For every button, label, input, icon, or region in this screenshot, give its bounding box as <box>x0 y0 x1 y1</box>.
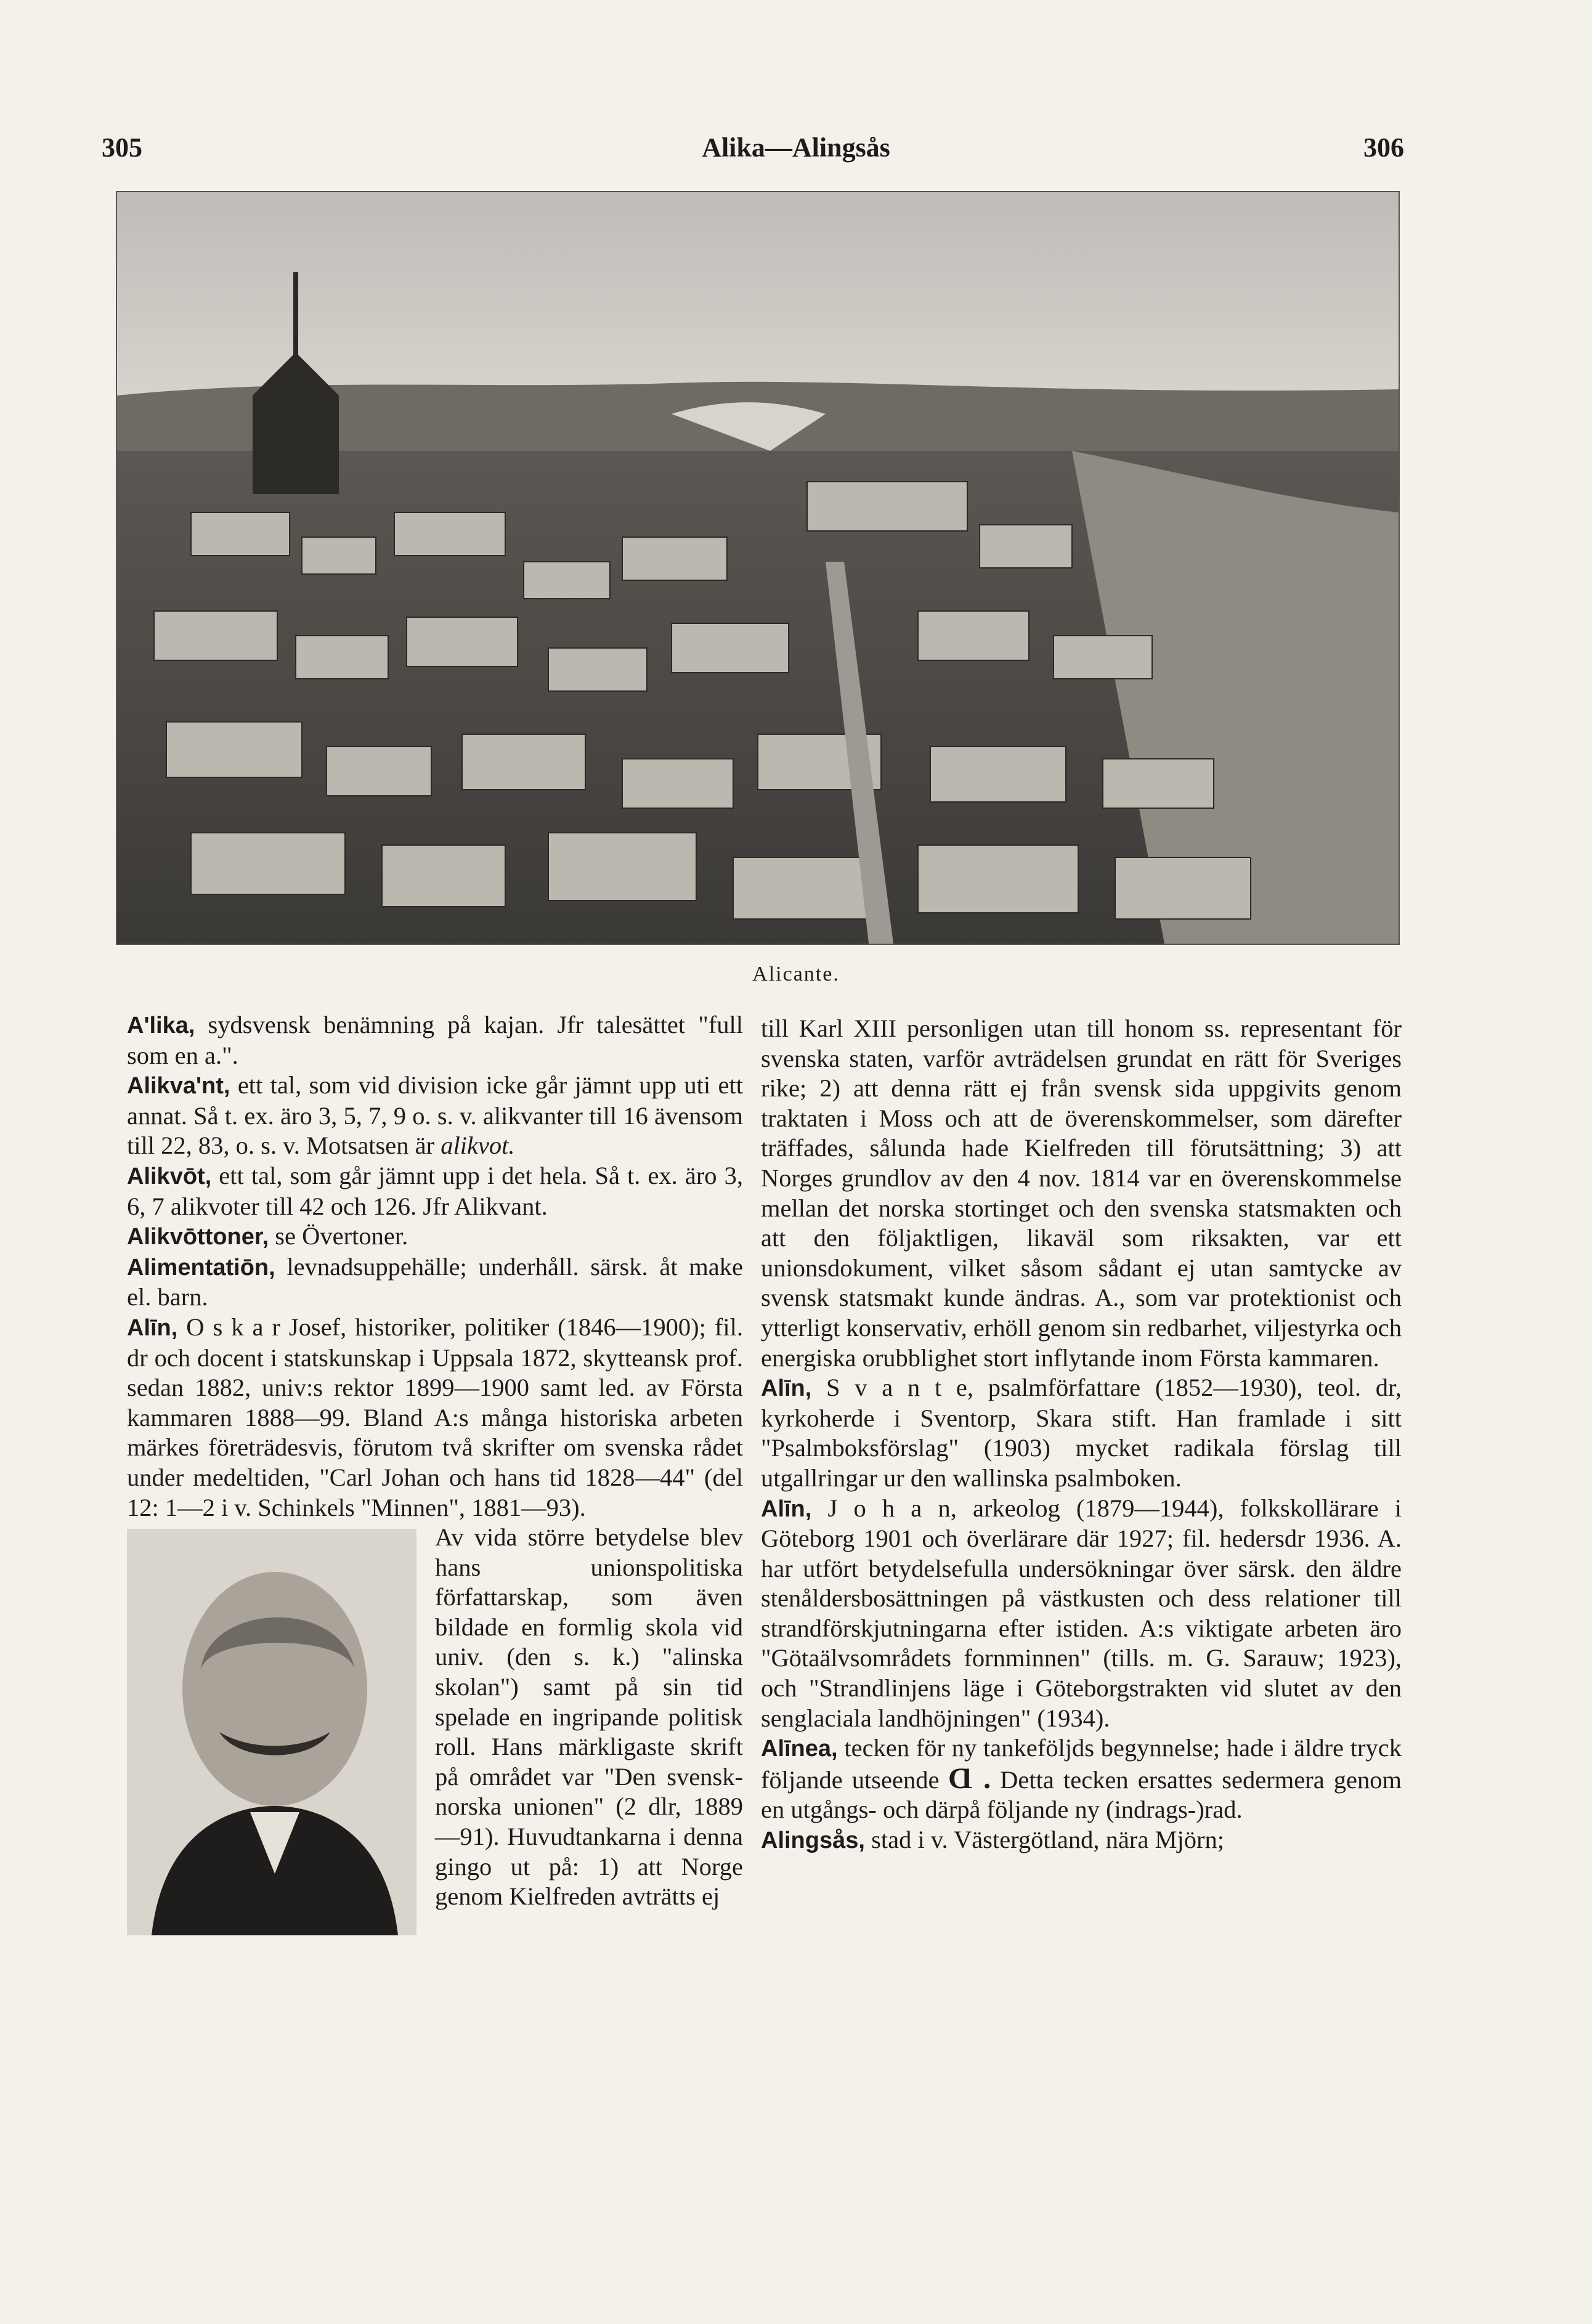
headword: A'lika, <box>127 1013 195 1039</box>
entry-alikvant <box>127 1071 743 1161</box>
entry-text: J o h a n, arkeolog (1879—1944), folkskollärare i Göteborg 1901 och överlärare där 1927; fil. hedersdr 1936. A. har utfört betydelsefulla undersökningar över särsk. den äldre stenåldersbosättningen på västkusten och dess relationer till strandförskjutningarna efter istiden. A:s viktigate arbeten äro "Götaälvsområdets fornminnen" (tills. m. G. Sarauw; 1923), och "Strandlinjens läge i Göteborgstrakten vid slutet av den senglaciala landhöjningen" (1934). <box>761 1494 1402 1732</box>
alicante-photo <box>116 191 1400 945</box>
entry-text: ett tal, som vid division icke går jämnt upp uti ett annat. Så t. ex. äro 3, 5, 7, 9 o. s. v. alikvanter till 16 ävensom till 22, 83, o. s. v. Motsatsen är <box>127 1071 743 1160</box>
entry-text: S v a n t e, psalmförfattare (1852—1930), teol. dr, kyrkoherde i Sventorp, Skara stift. Han framlade i sitt "Psalmboksförslag" (1903) mycket radikala förslag till utgallringar ur den wallinska psalmboken. <box>761 1374 1402 1492</box>
headword: Alikvōt, <box>127 1163 212 1189</box>
page-number-right: 306 <box>1363 132 1404 163</box>
entry-text: stad i v. Västergötland, nära Mjörn; <box>864 1826 1224 1854</box>
portrait-paragraph <box>127 1523 743 1912</box>
headword: Alikva'nt, <box>127 1073 230 1099</box>
running-head: Alika—Alingsås <box>702 132 890 163</box>
continued-alin-oskar: till Karl XIII personligen utan till honom ss. representant för svenska staten, varför avträdelsen grundat en rätt för Sveriges rike; 2) att denna rätt ej från svensk sida uppgivits genom traktaten i Moss och att de överenskommelser, som därefter träffades, sålunda hade Kielfreden till förutsättning; 3) att Norges grundlov av den 4 nov. 1814 var en överenskommelse mellan det norska stortinget och den svenska statsmakten och att den följaktligen, likaväl som riksakten, var ett unionsdokument, vilket såsom sådant ej utan samtycke av svensk statsmakt kunde ändras. A., som var protektionist och ytterligt konservativ, erhöll genom sin redbarhet, viljestyrka och energiska orubblighet stort inflytande inom Första kammaren. <box>761 1014 1402 1372</box>
entry-alikvottoner <box>127 1221 743 1252</box>
entry-text: sydsvensk benämning på kajan. Jfr talesättet "full som en a.". <box>127 1011 743 1069</box>
entry-alimentation <box>127 1252 743 1313</box>
entry-alin-oskar <box>127 1313 743 1523</box>
portrait-svg <box>127 1529 416 1935</box>
entry-text: tecken för ny tankeföljds begynnelse; hade i äldre tryck följande utseende <box>761 1734 1402 1794</box>
right-column <box>761 1014 1402 1856</box>
entry-alika <box>127 1010 743 1071</box>
entry-text: levnadsuppehälle; underhåll. särsk. åt make el. barn. <box>127 1252 743 1311</box>
headword: Alingsås, <box>761 1828 865 1854</box>
entry-alin-johan <box>761 1494 1402 1734</box>
paragraph-mark-symbol: Ɑ . <box>948 1762 991 1795</box>
alicante-photo-svg <box>117 192 1399 944</box>
entry-text: O s k a r Josef, historiker, politiker (1846—1900); fil. dr och docent i statskunskap i Uppsala 1872, skytteansk prof. sedan 1882, univ:s rektor 1899—1900 samt led. av Första kammaren 1888—99. Bland A:s många historiska arbeten märkes företrädesvis, förutom två skrifter om svenska rådet under medeltiden, "Carl Johan och hans tid 1828—44" (del 12: 1—2 i v. Schinkels "Minnen", 1881—93). <box>127 1313 743 1521</box>
entry-alikvot <box>127 1161 743 1221</box>
entry-text: Av vida större betydelse blev hans unionspolitiska författarskap, som även bildade en formlig skola vid univ. (den s. k.) "alinska skolan") samt på sin tid spelade en ingripande politisk roll. Hans märkligaste skrift på området var "Den svensk-norska unionen" (2 dlr, 1889—91). Huvudtankarna i denna gingo ut på: 1) att Norge genom Kielfreden avträtts ej <box>435 1523 743 1911</box>
entry-alinea <box>761 1733 1402 1825</box>
entry-text: ett tal, som går jämnt upp i det hela. Så t. ex. äro 3, 6, 7 alikvoter till 42 och 126. Jfr Alikvant. <box>127 1161 743 1220</box>
headword: Alīn, <box>761 1496 812 1522</box>
entry-text: se Övertoner. <box>269 1222 408 1250</box>
headword: Alimentatiōn, <box>127 1254 275 1281</box>
page-number-left: 305 <box>102 132 142 163</box>
entry-alin-svante <box>761 1373 1402 1493</box>
entry-text: Detta tecken ersattes sedermera genom en utgångs- och därpå följande ny (indrags-)rad. <box>761 1765 1402 1824</box>
italic-term: alikvot. <box>441 1132 515 1160</box>
headword: Alīn, <box>761 1375 812 1402</box>
page-header <box>0 132 1592 175</box>
headword: Alikvōttoner, <box>127 1224 269 1250</box>
portrait-image <box>127 1529 416 1935</box>
left-column <box>127 1010 743 1935</box>
figure-caption: Alicante. <box>752 963 840 986</box>
headword: Alīnea, <box>761 1736 838 1762</box>
headword: Alīn, <box>127 1314 178 1341</box>
entry-alingsas <box>761 1825 1402 1856</box>
